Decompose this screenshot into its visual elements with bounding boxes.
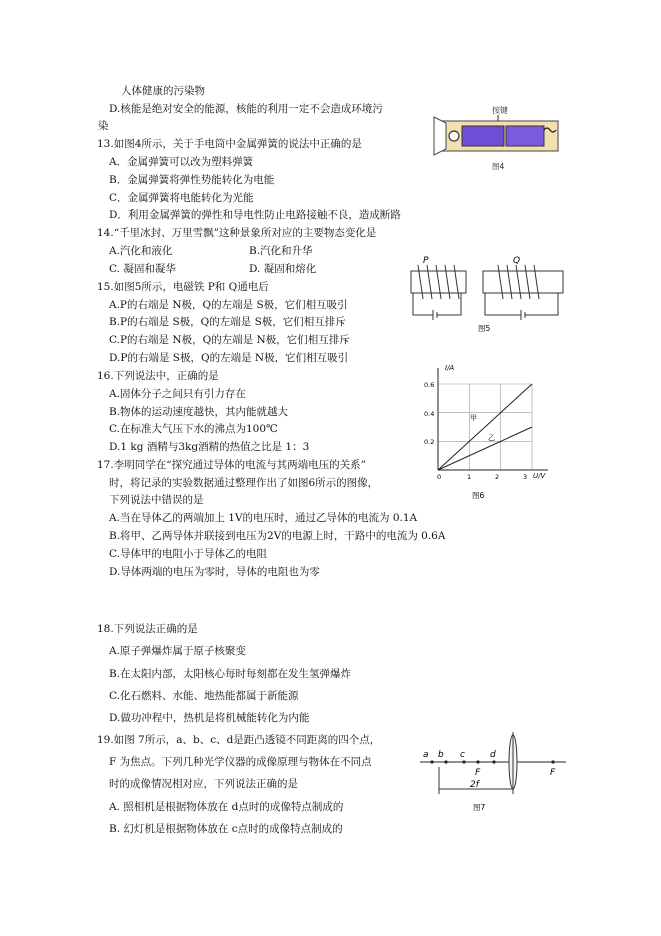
question-19: 19.如图 7所示，a、b、c、d是距凸透镜不同距离的四个点， xyxy=(97,734,381,746)
bulb-icon xyxy=(449,131,459,141)
option-13c: C．金属弹簧将电能转化为光能 xyxy=(109,192,254,204)
figure-5-electromagnets xyxy=(403,255,573,333)
figure-4-flashlight xyxy=(432,103,562,175)
option-17a: A.当在导体乙的两端加上 1V的电压时，通过乙导体的电流为 0.1A xyxy=(109,512,418,524)
flashlight-head xyxy=(434,117,446,155)
option-15a: A.P的右端是 N极，Q的左端是 S极，它们相互吸引 xyxy=(109,299,348,311)
option-13a: A．金属弹簧可以改为塑料弹簧 xyxy=(109,156,254,168)
question-17-line2: 时，将记录的实验数据通过整理作出了如图6所示的图像， xyxy=(109,477,379,489)
button-label: 按键 xyxy=(492,106,508,115)
question-16: 16.下列说法中，正确的是 xyxy=(97,370,219,382)
question-14: 14.“千里冰封、万里雪飘”这种景象所对应的主要物态变化是 xyxy=(97,227,377,239)
point-d: d xyxy=(490,750,496,760)
option-19a: A. 照相机是根据物体放在 d点时的成像特点制成的 xyxy=(109,801,344,813)
option-14c: C. 凝固和凝华 xyxy=(109,263,176,275)
label-p: P xyxy=(423,256,429,266)
y-tick-label: 0.4 xyxy=(424,410,435,418)
coil-q xyxy=(498,265,539,299)
option-14b: B.汽化和升华 xyxy=(249,245,313,257)
point-a: a xyxy=(423,750,429,760)
question-19-line2: F 为焦点。下列几种光学仪器的成像原理与物体在不同点 xyxy=(109,756,372,768)
x-tick-label: 3 xyxy=(523,473,528,481)
figure-5-caption: 图5 xyxy=(478,324,491,333)
coil-p xyxy=(418,265,459,299)
figure-7-caption: 图7 xyxy=(473,803,486,812)
series-line-jia xyxy=(438,384,532,470)
text-line: 人体健康的污染物 xyxy=(121,85,205,97)
y-tick-label: 0.2 xyxy=(424,438,435,446)
battery-2 xyxy=(506,126,544,146)
x-tick-label: 2 xyxy=(495,473,500,481)
question-19-line3: 时的成像情况相对应，下列说法正确的是 xyxy=(109,778,298,790)
question-15: 15.如图5所示，电磁铁 P和 Q通电后 xyxy=(97,281,269,293)
option-18b: B.在太阳内部，太阳核心每时每刻都在发生氢弹爆炸 xyxy=(109,668,352,680)
figure-6-iu-chart xyxy=(420,358,555,503)
option-18c: C.化石燃料、水能、地热能都属于新能源 xyxy=(109,690,299,702)
label-2f: 2f xyxy=(470,780,479,790)
x-tick-label: 0 xyxy=(437,473,442,481)
question-18: 18.下列说法正确的是 xyxy=(97,623,198,635)
point-c: c xyxy=(460,750,465,760)
figure-7-lens xyxy=(418,732,568,814)
option-18d: D.做功冲程中，热机是将机械能转化为内能 xyxy=(109,712,310,724)
battery-1 xyxy=(462,126,504,146)
option-16d: D.1 kg 酒精与3kg酒精的热值之比是 1：3 xyxy=(109,441,310,453)
option-15d: D.P的右端是 S极，Q的左端是 N极，它们相互吸引 xyxy=(109,352,349,364)
text-line: D.核能是绝对安全的能源，核能的利用一定不会造成环境污 xyxy=(109,103,383,115)
x-tick-label: 1 xyxy=(467,473,472,481)
question-17-line3: 下列说法中错误的是 xyxy=(109,494,204,506)
x-axis-label: U/V xyxy=(533,472,546,480)
option-14d: D. 凝固和熔化 xyxy=(249,263,317,275)
option-18a: A.原子弹爆炸属于原子核聚变 xyxy=(109,645,246,657)
option-15b: B.P的右端是 S极，Q的左端是 S极，它们相互排斥 xyxy=(109,316,346,328)
series-line-yi xyxy=(438,427,532,470)
series-label-jia: 甲 xyxy=(470,414,477,422)
option-13d: D．利用金属弹簧的弹性和导电性防止电路接触不良，造成断路 xyxy=(109,209,401,221)
option-16a: A.固体分子之间只有引力存在 xyxy=(109,388,246,400)
question-17: 17.李明同学在“探究通过导体的电流与其两端电压的关系” xyxy=(97,459,366,471)
y-axis-label: I/A xyxy=(445,364,455,372)
option-13b: B．金属弹簧将弹性势能转化为电能 xyxy=(109,174,275,186)
focus-f-right: F xyxy=(550,768,556,778)
option-15c: C.P的右端是 N极，Q的左端是 N极，它们相互排斥 xyxy=(109,334,350,346)
figure-6-caption: 图6 xyxy=(472,491,485,500)
question-13: 13.如图4所示，关于手电筒中金属弹簧的说法中正确的是 xyxy=(97,138,362,150)
point-b: b xyxy=(438,750,444,760)
label-q: Q xyxy=(513,256,521,266)
y-tick-label: 0.6 xyxy=(424,381,435,389)
focus-f-left: F xyxy=(475,768,481,778)
series-label-yi: 乙 xyxy=(488,434,495,442)
option-14a: A.汽化和液化 xyxy=(109,245,173,257)
option-16c: C.在标准大气压下水的沸点为100℃ xyxy=(109,423,278,435)
option-17b: B.将甲、乙两导体并联接到电压为2V的电源上时，干路中的电流为 0.6A xyxy=(109,530,446,542)
figure-4-caption: 图4 xyxy=(492,162,505,171)
option-16b: B.物体的运动速度越快，其内能就越大 xyxy=(109,406,289,418)
option-19b: B. 幻灯机是根据物体放在 c点时的成像特点制成的 xyxy=(109,823,343,835)
option-17d: D.导体两端的电压为零时，导体的电阻也为零 xyxy=(109,566,320,578)
option-17c: C.导体甲的电阻小于导体乙的电阻 xyxy=(109,548,267,560)
text-line: 染 xyxy=(98,120,109,132)
